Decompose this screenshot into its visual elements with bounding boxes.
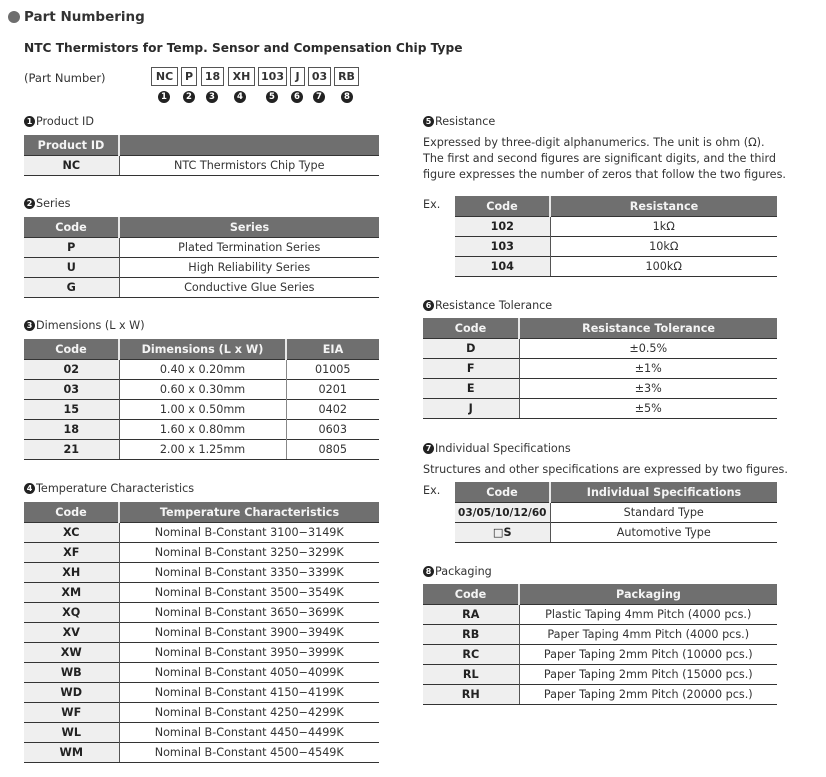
circled-number-icon: 1 bbox=[158, 91, 170, 103]
table-row bbox=[24, 583, 379, 603]
value-cell: ±5% bbox=[519, 399, 777, 419]
code-cell: XF bbox=[24, 543, 119, 563]
code-cell: U bbox=[24, 258, 119, 278]
column-header: Series bbox=[119, 217, 379, 238]
table-row bbox=[24, 623, 379, 643]
circled-number-icon: 3 bbox=[24, 320, 35, 331]
value-cell: Nominal B-Constant 3500−3549K bbox=[119, 583, 379, 603]
value-cell: ±3% bbox=[519, 379, 777, 399]
code-cell: XC bbox=[24, 523, 119, 543]
table-row bbox=[423, 399, 777, 419]
circled-number-icon: 5 bbox=[423, 116, 434, 127]
circled-number-icon: 7 bbox=[313, 91, 325, 103]
section-title-text: Dimensions (L x W) bbox=[36, 319, 145, 332]
section-title-text: Resistance Tolerance bbox=[435, 299, 553, 312]
table-row bbox=[423, 625, 777, 645]
value-cell: 0.60 x 0.30mm bbox=[119, 380, 286, 400]
table-row bbox=[24, 683, 379, 703]
column-header: Code bbox=[423, 584, 519, 605]
table-row bbox=[24, 380, 379, 400]
code-cell: 102 bbox=[455, 217, 550, 237]
resistance-table bbox=[455, 196, 777, 277]
individual-table bbox=[455, 482, 777, 543]
value-cell: 1.60 x 0.80mm bbox=[119, 420, 286, 440]
value-cell: Plastic Taping 4mm Pitch (4000 pcs.) bbox=[519, 605, 777, 625]
value-cell: Nominal B-Constant 3250−3299K bbox=[119, 543, 379, 563]
value-cell: 0.40 x 0.20mm bbox=[119, 360, 286, 380]
circled-number-icon: 4 bbox=[24, 483, 35, 494]
part-number-segment: 18 bbox=[201, 67, 224, 86]
value-cell: Nominal B-Constant 4450−4499K bbox=[119, 723, 379, 743]
table-row bbox=[24, 663, 379, 683]
code-cell: WB bbox=[24, 663, 119, 683]
table-row bbox=[24, 360, 379, 380]
code-cell: 03 bbox=[24, 380, 119, 400]
description-line: Expressed by three-digit alphanumerics. The unit is ohm (Ω). bbox=[423, 136, 765, 149]
value-cell: 2.00 x 1.25mm bbox=[119, 440, 286, 460]
value-cell: 1.00 x 0.50mm bbox=[119, 400, 286, 420]
code-cell: □S bbox=[455, 523, 550, 543]
column-header: Resistance Tolerance bbox=[519, 318, 777, 339]
section-title-text: Individual Specifications bbox=[435, 442, 571, 455]
column-header: Resistance bbox=[550, 196, 777, 217]
value-cell: Nominal B-Constant 4250−4299K bbox=[119, 703, 379, 723]
code-cell: XV bbox=[24, 623, 119, 643]
code-cell: WD bbox=[24, 683, 119, 703]
value-cell: Nominal B-Constant 3650−3699K bbox=[119, 603, 379, 623]
code-cell: RC bbox=[423, 645, 519, 665]
column-header: Code bbox=[24, 502, 119, 523]
section-title-text: Resistance bbox=[435, 115, 496, 128]
table-row bbox=[24, 703, 379, 723]
part-number-segment: NC bbox=[151, 67, 178, 86]
code-cell: P bbox=[24, 238, 119, 258]
example-label: Ex. bbox=[423, 484, 441, 497]
table-row bbox=[24, 603, 379, 623]
table-row bbox=[24, 440, 379, 460]
part-number-segment: RB bbox=[334, 67, 359, 86]
circled-number-icon: 4 bbox=[234, 91, 246, 103]
part-number-segment: J bbox=[290, 67, 305, 86]
table-row bbox=[455, 503, 777, 523]
table-row bbox=[24, 543, 379, 563]
circled-number-icon: 1 bbox=[24, 116, 35, 127]
part-number-segment: 103 bbox=[258, 67, 287, 86]
column-header: Individual Specifications bbox=[550, 482, 777, 503]
code-cell: NC bbox=[24, 156, 119, 176]
value-cell: Plated Termination Series bbox=[119, 238, 379, 258]
code-cell: 21 bbox=[24, 440, 119, 460]
table-row bbox=[423, 359, 777, 379]
value-cell: Nominal B-Constant 3100−3149K bbox=[119, 523, 379, 543]
subtitle: NTC Thermistors for Temp. Sensor and Compensation Chip Type bbox=[24, 41, 463, 55]
code-cell: J bbox=[423, 399, 519, 419]
table-row bbox=[455, 237, 777, 257]
part-number-segment: XH bbox=[228, 67, 255, 86]
code-cell: WL bbox=[24, 723, 119, 743]
code-cell: XH bbox=[24, 563, 119, 583]
section-title-product-id bbox=[24, 115, 94, 128]
section-title-individual bbox=[423, 442, 571, 455]
table-row bbox=[24, 400, 379, 420]
code-cell: XW bbox=[24, 643, 119, 663]
value-cell: Paper Taping 4mm Pitch (4000 pcs.) bbox=[519, 625, 777, 645]
table-row bbox=[455, 257, 777, 277]
code-cell: 103 bbox=[455, 237, 550, 257]
table-row bbox=[423, 645, 777, 665]
code-cell: XQ bbox=[24, 603, 119, 623]
section-title-series bbox=[24, 197, 70, 210]
code-cell: E bbox=[423, 379, 519, 399]
code-cell: RH bbox=[423, 685, 519, 705]
table-row bbox=[24, 523, 379, 543]
code-cell: WM bbox=[24, 743, 119, 763]
page-title-text: Part Numbering bbox=[24, 9, 145, 25]
section-title-tolerance bbox=[423, 299, 552, 312]
part-number-label: (Part Number) bbox=[24, 71, 106, 85]
circled-number-icon: 5 bbox=[266, 91, 278, 103]
value-cell: Nominal B-Constant 3950−3999K bbox=[119, 643, 379, 663]
section-title-text: Packaging bbox=[435, 565, 492, 578]
table-row bbox=[24, 563, 379, 583]
value-cell: Nominal B-Constant 3900−3949K bbox=[119, 623, 379, 643]
eia-cell: 0805 bbox=[286, 440, 379, 460]
value-cell: ±0.5% bbox=[519, 339, 777, 359]
table-row bbox=[24, 156, 379, 176]
code-cell: G bbox=[24, 278, 119, 298]
column-header: Packaging bbox=[519, 584, 777, 605]
circled-number-icon: 2 bbox=[183, 91, 195, 103]
table-row bbox=[423, 685, 777, 705]
column-header: Dimensions (L x W) bbox=[119, 339, 286, 360]
eia-cell: 01005 bbox=[286, 360, 379, 380]
eia-cell: 0402 bbox=[286, 400, 379, 420]
table-row bbox=[24, 643, 379, 663]
circled-number-icon: 8 bbox=[341, 91, 353, 103]
table-row bbox=[423, 339, 777, 359]
description-line: figure expresses the number of zeros that follow the two figures. bbox=[423, 168, 786, 181]
packaging-table bbox=[423, 584, 777, 705]
circled-number-icon: 2 bbox=[24, 198, 35, 209]
value-cell: Nominal B-Constant 3350−3399K bbox=[119, 563, 379, 583]
value-cell: Automotive Type bbox=[550, 523, 777, 543]
code-cell: RL bbox=[423, 665, 519, 685]
column-header: Code bbox=[455, 482, 550, 503]
code-cell: RB bbox=[423, 625, 519, 645]
table-row bbox=[423, 665, 777, 685]
table-row bbox=[24, 743, 379, 763]
section-title-dimensions bbox=[24, 319, 145, 332]
product-id-table bbox=[24, 135, 379, 176]
column-header: Product ID bbox=[24, 135, 119, 156]
column-header: Code bbox=[423, 318, 519, 339]
circled-number-icon: 8 bbox=[423, 566, 434, 577]
code-cell: 02 bbox=[24, 360, 119, 380]
circled-number-icon: 3 bbox=[206, 91, 218, 103]
page-title bbox=[8, 9, 145, 25]
value-cell: 100kΩ bbox=[550, 257, 777, 277]
value-cell: Paper Taping 2mm Pitch (20000 pcs.) bbox=[519, 685, 777, 705]
section-title-packaging bbox=[423, 565, 492, 578]
part-number-segment: 03 bbox=[308, 67, 331, 86]
table-row bbox=[455, 523, 777, 543]
code-cell: WF bbox=[24, 703, 119, 723]
code-cell: 15 bbox=[24, 400, 119, 420]
code-cell: RA bbox=[423, 605, 519, 625]
circled-number-icon: 7 bbox=[423, 443, 434, 454]
code-cell: D bbox=[423, 339, 519, 359]
section-title-temperature bbox=[24, 482, 194, 495]
value-cell: High Reliability Series bbox=[119, 258, 379, 278]
value-cell: ±1% bbox=[519, 359, 777, 379]
circled-number-icon: 6 bbox=[423, 300, 434, 311]
table-row bbox=[455, 217, 777, 237]
code-cell: XM bbox=[24, 583, 119, 603]
example-label: Ex. bbox=[423, 198, 441, 211]
column-header: Temperature Characteristics bbox=[119, 502, 379, 523]
table-row bbox=[24, 723, 379, 743]
table-row bbox=[423, 605, 777, 625]
section-title-text: Temperature Characteristics bbox=[36, 482, 195, 495]
value-cell: Paper Taping 2mm Pitch (15000 pcs.) bbox=[519, 665, 777, 685]
table-row bbox=[24, 278, 379, 298]
table-row bbox=[24, 238, 379, 258]
value-cell: 1kΩ bbox=[550, 217, 777, 237]
value-cell: Nominal B-Constant 4500−4549K bbox=[119, 743, 379, 763]
table-row bbox=[24, 420, 379, 440]
table-row bbox=[423, 379, 777, 399]
column-header: EIA bbox=[286, 339, 379, 360]
value-cell: Standard Type bbox=[550, 503, 777, 523]
eia-cell: 0603 bbox=[286, 420, 379, 440]
section-title-text: Product ID bbox=[36, 115, 94, 128]
code-cell: F bbox=[423, 359, 519, 379]
value-cell: Nominal B-Constant 4050−4099K bbox=[119, 663, 379, 683]
value-cell: Nominal B-Constant 4150−4199K bbox=[119, 683, 379, 703]
description-line: The first and second figures are significant digits, and the third bbox=[423, 152, 777, 165]
value-cell: NTC Thermistors Chip Type bbox=[119, 156, 379, 176]
section-title-text: Series bbox=[36, 197, 71, 210]
value-cell: 10kΩ bbox=[550, 237, 777, 257]
column-header: Code bbox=[24, 339, 119, 360]
individual-description: Structures and other specifications are expressed by two figures. bbox=[423, 463, 788, 476]
code-cell: 18 bbox=[24, 420, 119, 440]
code-cell: 03/05/10/12/60 bbox=[455, 503, 550, 523]
value-cell: Paper Taping 2mm Pitch (10000 pcs.) bbox=[519, 645, 777, 665]
column-header: Code bbox=[24, 217, 119, 238]
series-table bbox=[24, 217, 379, 298]
section-title-resistance bbox=[423, 115, 495, 128]
column-header bbox=[119, 135, 379, 156]
bullet-icon bbox=[8, 11, 20, 23]
column-header: Code bbox=[455, 196, 550, 217]
circled-number-icon: 6 bbox=[291, 91, 303, 103]
temperature-table bbox=[24, 502, 379, 763]
value-cell: Conductive Glue Series bbox=[119, 278, 379, 298]
resistance-description bbox=[423, 135, 823, 183]
table-row bbox=[24, 258, 379, 278]
dimensions-table bbox=[24, 339, 379, 460]
eia-cell: 0201 bbox=[286, 380, 379, 400]
part-number-segment: P bbox=[181, 67, 197, 86]
code-cell: 104 bbox=[455, 257, 550, 277]
tolerance-table bbox=[423, 318, 777, 419]
